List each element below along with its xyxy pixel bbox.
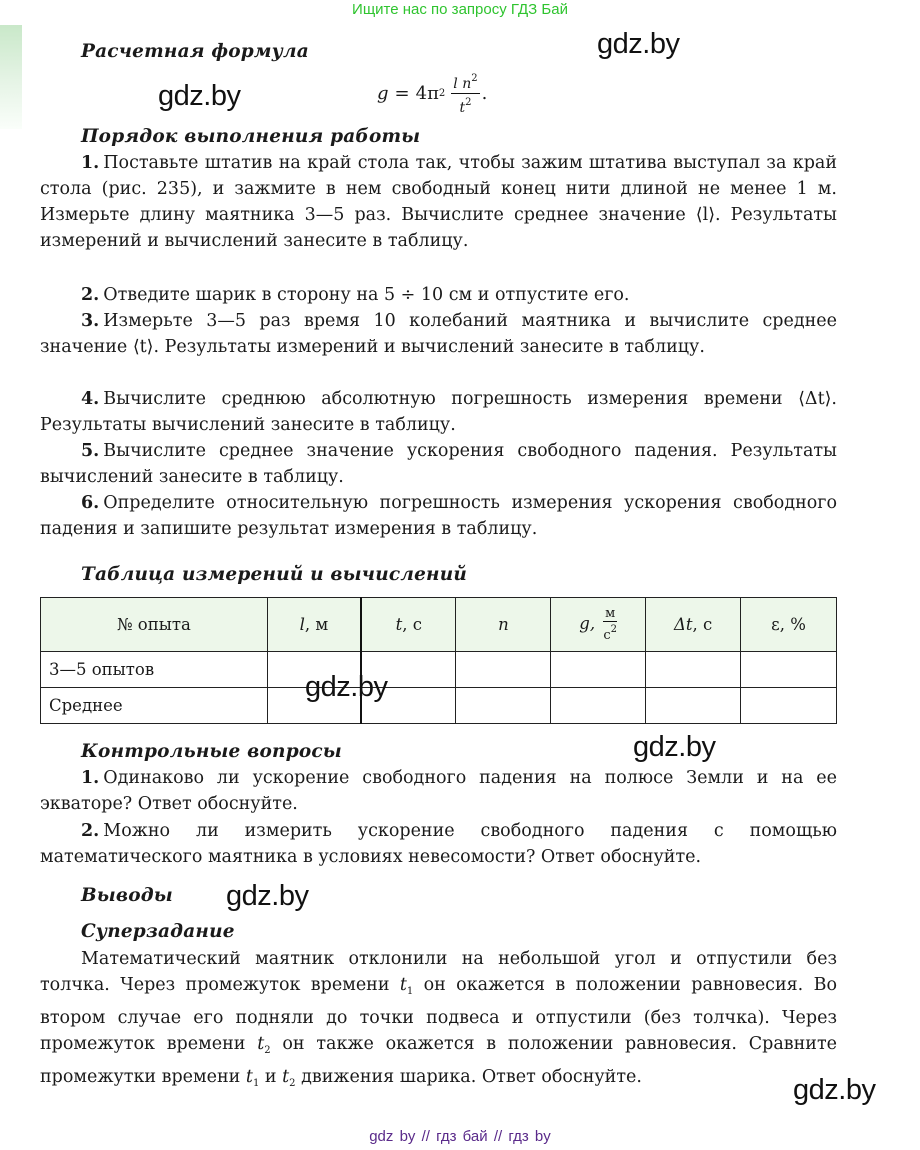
unit-num: м — [605, 606, 616, 621]
col-header-length — [267, 598, 361, 652]
formula-num-exp: 2 — [471, 73, 478, 84]
question-text: Можно ли измерить ускорение свободного падения с помощью математического маятника в условиях невесомости? Ответ обоснуйте. — [40, 821, 837, 867]
table-cell — [646, 688, 741, 724]
formula-fraction — [451, 70, 479, 117]
row-label: Среднее — [41, 688, 268, 724]
procedure-step-1 — [40, 150, 837, 254]
side-accent-bar — [0, 25, 22, 129]
watermark: gdz.by — [305, 671, 388, 703]
table-cell — [456, 652, 551, 688]
formula-period: . — [481, 83, 488, 104]
unit-den-exp: 2 — [610, 624, 617, 635]
unit-m: , м — [304, 615, 329, 634]
formula-numerator: l n — [453, 76, 472, 92]
search-banner[interactable]: Ищите нас по запросу ГДЗ Бай — [352, 1, 568, 18]
table-cell — [741, 652, 837, 688]
watermark: gdz.by — [158, 80, 241, 112]
procedure-step-6 — [40, 490, 837, 542]
col-header-delta-t — [646, 598, 741, 652]
formula — [377, 70, 487, 117]
symbol-n: n — [498, 615, 509, 634]
conclusions-heading: Выводы — [81, 885, 173, 906]
text-run: движения шарика. Ответ обоснуйте. — [295, 1067, 642, 1087]
symbol-g: g, — [579, 614, 596, 633]
watermark: gdz.by — [597, 28, 680, 60]
table-row — [41, 688, 837, 724]
watermark: gdz.by — [226, 880, 309, 912]
supertask-heading: Суперзадание — [81, 921, 235, 942]
step-number: 4. — [81, 389, 100, 409]
procedure-step-3 — [40, 308, 837, 360]
col-header-experiment: № опыта — [41, 598, 268, 652]
subscript: 1 — [406, 986, 414, 997]
watermark: gdz.by — [633, 731, 716, 763]
unit-den: с — [603, 628, 611, 643]
step-text: Измерьте 3—5 раз время 10 колебаний маятника и вычислите среднее значение ⟨t⟩. Результаты измерений и вычислений занесите в таблицу. — [40, 311, 837, 357]
procedure-heading: Порядок выполнения работы — [81, 126, 421, 147]
symbol-t1: t — [399, 975, 407, 995]
step-text: Отведите шарик в сторону на 5 ÷ 10 см и отпустите его. — [103, 285, 630, 305]
control-question-1 — [40, 765, 837, 817]
step-number: 1. — [81, 153, 100, 173]
step-number: 2. — [81, 285, 100, 305]
table-heading: Таблица измерений и вычислений — [81, 564, 468, 585]
symbol-t1: t — [245, 1067, 253, 1087]
formula-eq: = — [394, 83, 410, 104]
formula-lhs: g — [377, 83, 389, 104]
question-text: Одинаково ли ускорение свободного падения на полюсе Земли и на ее экваторе? Ответ обоснуйте. — [40, 768, 837, 814]
formula-coef: 4π — [415, 83, 439, 104]
text-run: он также окажется в положении равновесия. Сравните промежутки времени — [40, 1034, 837, 1087]
supertask-text — [40, 946, 837, 1097]
question-number: 1. — [81, 768, 100, 788]
unit-s: , с — [402, 615, 422, 634]
procedure-step-2 — [40, 282, 837, 308]
symbol-t: t — [395, 615, 403, 634]
table-row — [41, 652, 837, 688]
symbol-l: l — [299, 615, 305, 634]
table-cell — [551, 652, 646, 688]
subscript: 1 — [252, 1078, 260, 1089]
control-question-2 — [40, 818, 837, 870]
formula-heading: Расчетная формула — [81, 41, 309, 62]
step-number: 3. — [81, 311, 100, 331]
col-header-g — [551, 598, 646, 652]
step-text: Определите относительную погрешность измерения ускорения свободного падения и запишите результат измерения в таблицу. — [40, 493, 837, 539]
formula-den-exp: 2 — [465, 97, 472, 108]
step-text: Вычислите среднюю абсолютную погрешность измерения времени ⟨Δt⟩. Результаты вычислений занесите в таблицу. — [40, 389, 837, 435]
formula-denominator: t — [459, 100, 466, 116]
formula-coef-exp: 2 — [438, 88, 446, 99]
col-header-count — [456, 598, 551, 652]
table-cell — [646, 652, 741, 688]
control-questions-heading: Контрольные вопросы — [81, 741, 342, 762]
procedure-step-5 — [40, 438, 837, 490]
unit-s: , с — [692, 615, 713, 634]
table-header-row — [41, 598, 837, 652]
step-text: Поставьте штатив на край стола так, чтобы зажим штатива выступал за край стола (рис. 235), и зажмите в нем свободный конец нити длиной не менее 1 м. Измерьте длину маятника 3—5 раз. Вычислите среднее значение ⟨l⟩. Результаты измерений и вычислений занесите в таблицу. — [40, 153, 837, 251]
step-number: 5. — [81, 441, 100, 461]
symbol-t2: t — [257, 1034, 265, 1054]
subscript: 2 — [264, 1045, 271, 1056]
table-cell — [456, 688, 551, 724]
step-number: 6. — [81, 493, 100, 513]
table-cell — [741, 688, 837, 724]
col-header-time — [361, 598, 456, 652]
row-label: 3—5 опытов — [41, 652, 268, 688]
text-run: он окажется в положении равновесия. Во втором случае его подняли до точки подвеса и отпустили (без толчка). Через промежуток времени — [40, 975, 837, 1054]
unit-fraction — [603, 606, 617, 643]
table-cell — [551, 688, 646, 724]
symbol-t2: t — [282, 1067, 290, 1087]
symbol-delta-t: Δt — [674, 615, 693, 634]
text-run: и — [259, 1067, 283, 1087]
watermark: gdz.by — [793, 1074, 876, 1106]
footer-links[interactable]: gdz by // гдз бай // гдз by — [369, 1128, 551, 1145]
text-run: Математический маятник отклонили на небольшой угол и отпустили без толчка. Через промежуток времени — [40, 949, 837, 995]
subscript: 2 — [289, 1078, 296, 1089]
step-text: Вычислите среднее значение ускорения свободного падения. Результаты вычислений занесите в таблицу. — [40, 441, 837, 487]
question-number: 2. — [81, 821, 100, 841]
procedure-step-4 — [40, 386, 837, 438]
col-header-epsilon: ε, % — [741, 598, 837, 652]
measurement-table — [40, 597, 837, 724]
